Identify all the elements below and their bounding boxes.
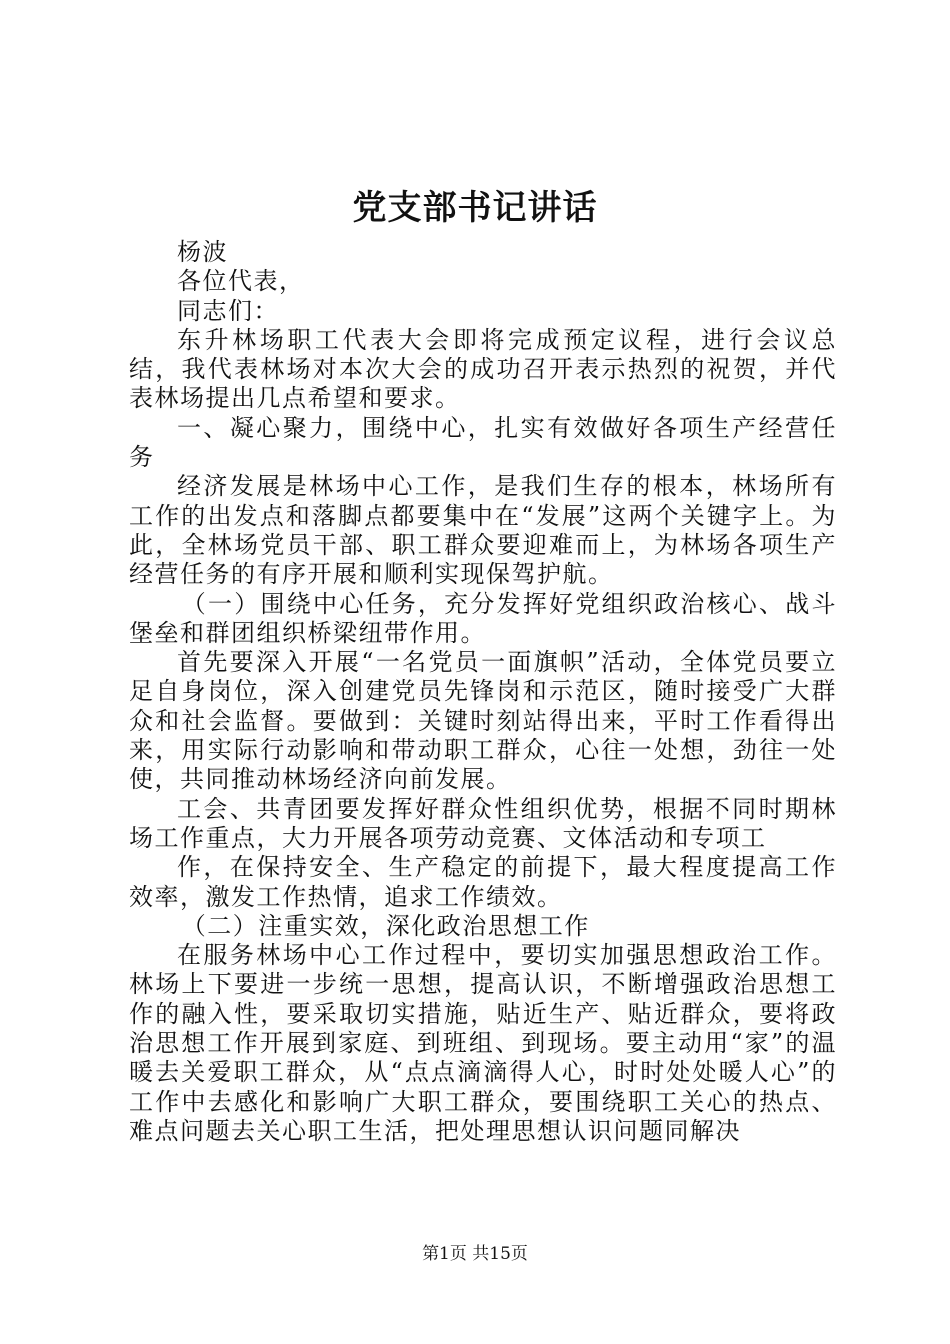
body-paragraph: 经济发展是林场中心工作，是我们生存的根本，林场所有工作的出发点和落脚点都要集中在“发展”这两个关键字上。为此，全林场党员干部、职工群众要迎难而上，为林场各项生产经营任务的有序开展和顺利实现保驾护航。 — [129, 472, 837, 589]
section-heading: 一、凝心聚力，围绕中心，扎实有效做好各项生产经营任务 — [129, 413, 837, 472]
document-body — [129, 238, 837, 1146]
body-paragraph: 在服务林场中心工作过程中，要切实加强思想政治工作。林场上下要进一步统一思想，提高认识，不断增强政治思想工作的融入性，要采取切实措施，贴近生产、贴近群众，要将政治思想工作开展到家庭、到班组、到现场。要主动用“家”的温暖去关爱职工群众，从“点点滴滴得人心，时时处处暖人心”的工作中去感化和影响广大职工群众，要围绕职工关心的热点、难点问题去关心职工生活，把处理思想认识问题同解决 — [129, 941, 837, 1145]
page-footer: 第1页 共15页 — [422, 1244, 528, 1264]
document-title: 党支部书记讲话 — [352, 188, 598, 228]
salutation-delegates: 各位代表， — [177, 267, 305, 296]
body-paragraph: 工会、共青团要发挥好群众性组织优势，根据不同时期林场工作重点，大力开展各项劳动竞赛、文体活动和专项工 — [129, 794, 837, 852]
subsection-heading: （二）注重实效，深化政治思想工作 — [181, 911, 590, 940]
subsection-heading: （一）围绕中心任务，充分发挥好党组织政治核心、战斗堡垒和群团组织桥梁纽带作用。 — [129, 589, 837, 647]
author-line: 杨波 — [177, 238, 228, 266]
body-paragraph: 东升林场职工代表大会即将完成预定议程，进行会议总结，我代表林场对本次大会的成功召开表示热烈的祝贺，并代表林场提出几点希望和要求。 — [129, 325, 837, 413]
salutation-comrades: 同志们： — [177, 296, 279, 325]
body-paragraph: 作，在保持安全、生产稳定的前提下，最大程度提高工作效率，激发工作热情，追求工作绩效。 — [129, 853, 837, 911]
body-paragraph: 首先要深入开展“一名党员一面旗帜”活动，全体党员要立足自身岗位，深入创建党员先锋岗和示范区，随时接受广大群众和社会监督。要做到：关键时刻站得出来，平时工作看得出来，用实际行动影响和带动职工群众，心往一处想，劲往一处使，共同推动林场经济向前发展。 — [129, 648, 837, 794]
